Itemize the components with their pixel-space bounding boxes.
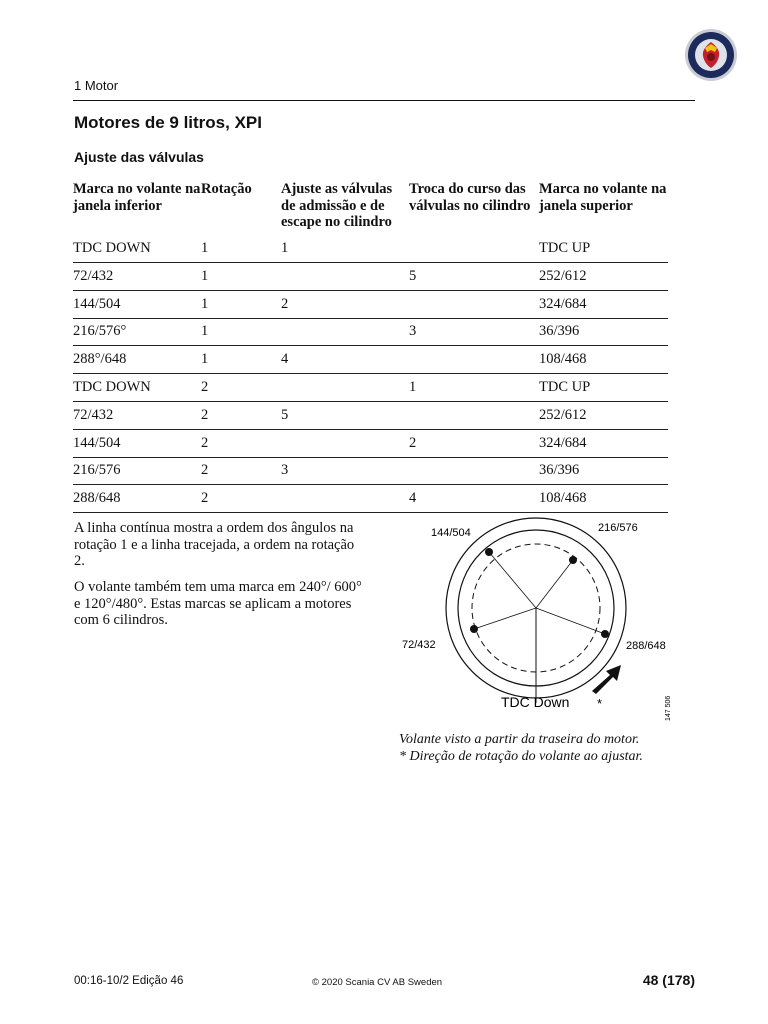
label-216-576: 216/576 xyxy=(598,522,638,534)
paragraph-line-legend: A linha contínua mostra a ordem dos ângulos na rotação 1 e a linha tracejada, a ordem na rotação 2. xyxy=(74,520,355,569)
table-cell xyxy=(409,457,539,485)
table-cell xyxy=(281,318,409,346)
table-cell: 1 xyxy=(409,374,539,402)
table-row xyxy=(73,485,668,513)
table-cell: 252/612 xyxy=(539,263,668,291)
table-row xyxy=(73,401,668,429)
header-divider xyxy=(73,100,695,101)
footer-copyright: © 2020 Scania CV AB Sweden xyxy=(312,977,443,988)
table-cell: 324/684 xyxy=(539,290,668,318)
header-rotation: Rotação xyxy=(201,181,252,197)
mark-dot-144-504 xyxy=(485,548,493,556)
table-cell: 3 xyxy=(281,457,409,485)
caption-line-2: * Direção de rotação do volante ao ajustar. xyxy=(399,749,643,764)
table-cell: 5 xyxy=(281,401,409,429)
label-72-432: 72/432 xyxy=(402,639,436,651)
table-cell: 36/396 xyxy=(539,457,668,485)
scania-logo xyxy=(684,28,738,82)
table-row xyxy=(73,263,668,291)
label-144-504: 144/504 xyxy=(431,527,471,539)
table-row xyxy=(73,318,668,346)
table-cell xyxy=(281,263,409,291)
table-cell xyxy=(409,346,539,374)
diagram-caption xyxy=(399,731,643,765)
table-cell: 1 xyxy=(201,346,281,374)
table-cell: 2 xyxy=(201,401,281,429)
table-cell: 36/396 xyxy=(539,318,668,346)
table-row xyxy=(73,234,668,263)
table-cell xyxy=(281,485,409,513)
mark-dot-72-432 xyxy=(470,625,478,633)
page-number: 48 (178) xyxy=(642,972,695,988)
table-cell: 216/576° xyxy=(73,318,201,346)
table-cell: 72/432 xyxy=(73,401,201,429)
table-cell: 108/468 xyxy=(539,346,668,374)
table-cell: 252/612 xyxy=(539,401,668,429)
table-cell: 324/684 xyxy=(539,429,668,457)
table-cell: 144/504 xyxy=(73,429,201,457)
flywheel-diagram xyxy=(396,515,686,730)
table-cell: 2 xyxy=(201,374,281,402)
table-cell: 288/648 xyxy=(73,485,201,513)
table-cell: TDC DOWN xyxy=(73,374,201,402)
table-cell: TDC DOWN xyxy=(73,234,201,263)
table-cell: 1 xyxy=(201,318,281,346)
section-subtitle: Ajuste das válvulas xyxy=(74,149,204,165)
footer-edition: 00:16-10/2 Edição 46 xyxy=(74,975,184,987)
table-cell: TDC UP xyxy=(539,374,668,402)
table-cell xyxy=(409,290,539,318)
label-288-648: 288/648 xyxy=(626,640,666,652)
table-cell: 4 xyxy=(281,346,409,374)
figure-number: 147 506 xyxy=(665,695,672,721)
table-cell: 3 xyxy=(409,318,539,346)
label-asterisk: * xyxy=(597,696,603,711)
table-header-row xyxy=(73,181,668,234)
table-cell: 1 xyxy=(201,290,281,318)
label-tdc-down: TDC Down xyxy=(501,694,570,710)
table-row xyxy=(73,374,668,402)
caption-line-1: Volante visto a partir da traseira do motor. xyxy=(399,732,640,747)
table-cell: 216/576 xyxy=(73,457,201,485)
table-cell xyxy=(409,401,539,429)
table-cell: 2 xyxy=(201,485,281,513)
spoke-144-504 xyxy=(489,552,536,608)
valve-adjustment-table xyxy=(73,181,668,513)
table-cell: 1 xyxy=(281,234,409,263)
section-label: 1 Motor xyxy=(74,78,119,93)
table-cell xyxy=(281,429,409,457)
paragraph-additional-marks: O volante também tem uma marca em 240°/ 600° e 120°/480°. Estas marcas se aplicam a motores com 6 cilindros. xyxy=(74,579,362,628)
rotation-direction-arrow xyxy=(592,665,621,694)
table-row xyxy=(73,429,668,457)
table-cell: 108/468 xyxy=(539,485,668,513)
page-title: Motores de 9 litros, XPI xyxy=(74,113,262,132)
spoke-216-576 xyxy=(536,560,573,608)
table-cell: 2 xyxy=(409,429,539,457)
table-cell xyxy=(409,234,539,263)
table-row xyxy=(73,346,668,374)
table-cell: 72/432 xyxy=(73,263,201,291)
table-row xyxy=(73,290,668,318)
table-cell: 2 xyxy=(281,290,409,318)
header-upper-window-mark: Marca no volante na janela superior xyxy=(539,181,667,214)
table-cell: 144/504 xyxy=(73,290,201,318)
table-cell: TDC UP xyxy=(539,234,668,263)
mark-dot-288-648 xyxy=(601,630,609,638)
header-adjust-valves: Ajuste as válvulas de admissão e de escape no cilindro xyxy=(281,181,393,230)
table-cell xyxy=(281,374,409,402)
table-cell: 2 xyxy=(201,429,281,457)
spoke-288-648 xyxy=(536,608,605,634)
table-cell: 2 xyxy=(201,457,281,485)
table-cell: 288°/648 xyxy=(73,346,201,374)
header-lower-window-mark: Marca no volante na janela inferior xyxy=(73,181,201,214)
table-cell: 5 xyxy=(409,263,539,291)
table-cell: 1 xyxy=(201,263,281,291)
mark-dot-216-576 xyxy=(569,556,577,564)
table-row xyxy=(73,457,668,485)
table-cell: 1 xyxy=(201,234,281,263)
spoke-72-432 xyxy=(474,608,536,629)
table-cell: 4 xyxy=(409,485,539,513)
header-valve-stroke-change: Troca do curso das válvulas no cilindro xyxy=(409,181,531,214)
